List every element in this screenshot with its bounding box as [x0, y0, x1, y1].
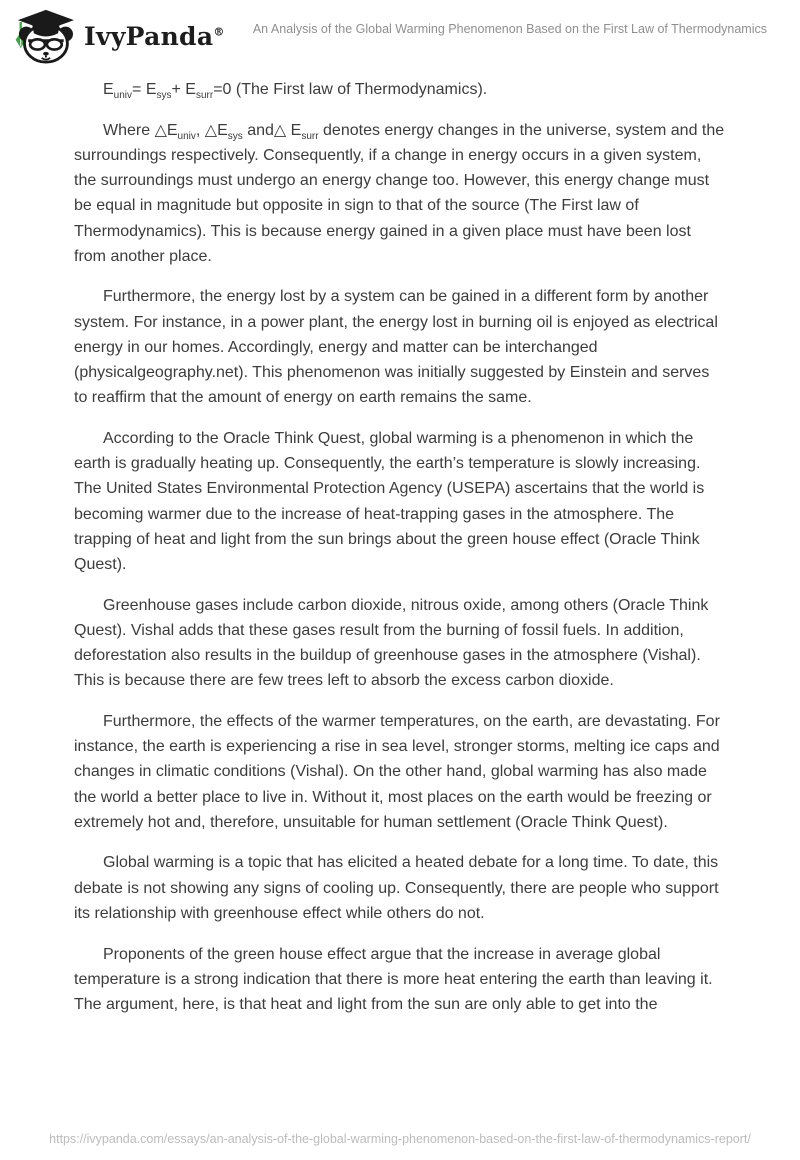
paragraph-4: According to the Oracle Think Quest, global warming is a phenomenon in which the earth is gradually heating up. Consequently, the earth’s temperature is slowly increasing. The United States Environmental Protection Agency (USEPA) ascertains that the world is becoming warmer due to the increase of heat-trapping gases in the atmosphere. The trapping of heat and light from the sun brings about the green house effect (Oracle Think Quest). [74, 429, 705, 573]
paragraph-2: Where $\triangle E_{univ}$, $\triangle E_{sys}$ and△ $E_{surr}$ denotes energy changes in the universe, system and the surroundings respectively. Consequently, if a change in energy occurs in a given system, the surroundings must undergo an energy change too. However, this energy change must be equal in magnitude but opposite in sign to that of the source (The First law of Thermodynamics). This is because energy gained in a given place must have been lost from another place. [74, 121, 725, 265]
document-title: An Analysis of the Global Warming Phenomenon Based on the First Law of Thermodynamics [252, 22, 767, 36]
paragraph-1: $E_{univ}= E_{sys}+ E_{surr}=0$ (The First law of Thermodynamics). [103, 81, 488, 102]
ivypanda-logo-icon [14, 8, 76, 64]
brand-label: IvyPanda [84, 21, 214, 51]
brand [14, 8, 225, 64]
paragraph-6: Furthermore, the effects of the warmer temperatures, on the earth, are devastating. For instance, the earth is experiencing a rise in sea level, stronger storms, melting ice caps and changes in climatic conditions (Vishal). On the other hand, global warming has also made the world a better place to live in. Without it, most places on the earth would be freezing or extremely hot and, therefore, unsuitable for human settlement (Oracle Think Quest). [74, 712, 720, 831]
page-header [0, 0, 800, 64]
source-url-link[interactable]: https://ivypanda.com/essays/an-analysis-of-the-global-warming-phenomenon-based-on-the-first-law-of-thermodynamics-report/ [49, 1132, 751, 1146]
paragraph-5: Greenhouse gases include carbon dioxide, nitrous oxide, among others (Oracle Think Quest). Vishal adds that these gases result from the burning of fossil fuels. In addition, deforestation also results in the buildup of greenhouse gases in the atmosphere (Vishal). This is because there are few trees left to absorb the excess carbon dioxide. [74, 596, 709, 690]
document-body [0, 64, 800, 1017]
paragraph-8: Proponents of the green house effect argue that the increase in average global temperature is a strong indication that there is more heat entering the earth than leaving it. The argument, here, is that heat and light from the sun are only able to get into the [74, 945, 713, 1013]
brand-name [84, 22, 225, 51]
paragraph-3: Furthermore, the energy lost by a system can be gained in a different form by another system. For instance, in a power plant, the energy lost in burning oil is enjoyed as electrical energy in our homes. Accordingly, energy and matter can be interchanged (physicalgeography.net). This phenomenon was initially suggested by Einstein and serves to reaffirm that the amount of energy on earth remains the same. [74, 288, 718, 407]
registered-mark-icon: ® [213, 25, 225, 39]
paragraph-7: Global warming is a topic that has elicited a heated debate for a long time. To date, this debate is not showing any signs of cooling up. Consequently, there are people who support its relationship with greenhouse effect while others do not. [74, 854, 719, 922]
page-footer [0, 1130, 800, 1148]
